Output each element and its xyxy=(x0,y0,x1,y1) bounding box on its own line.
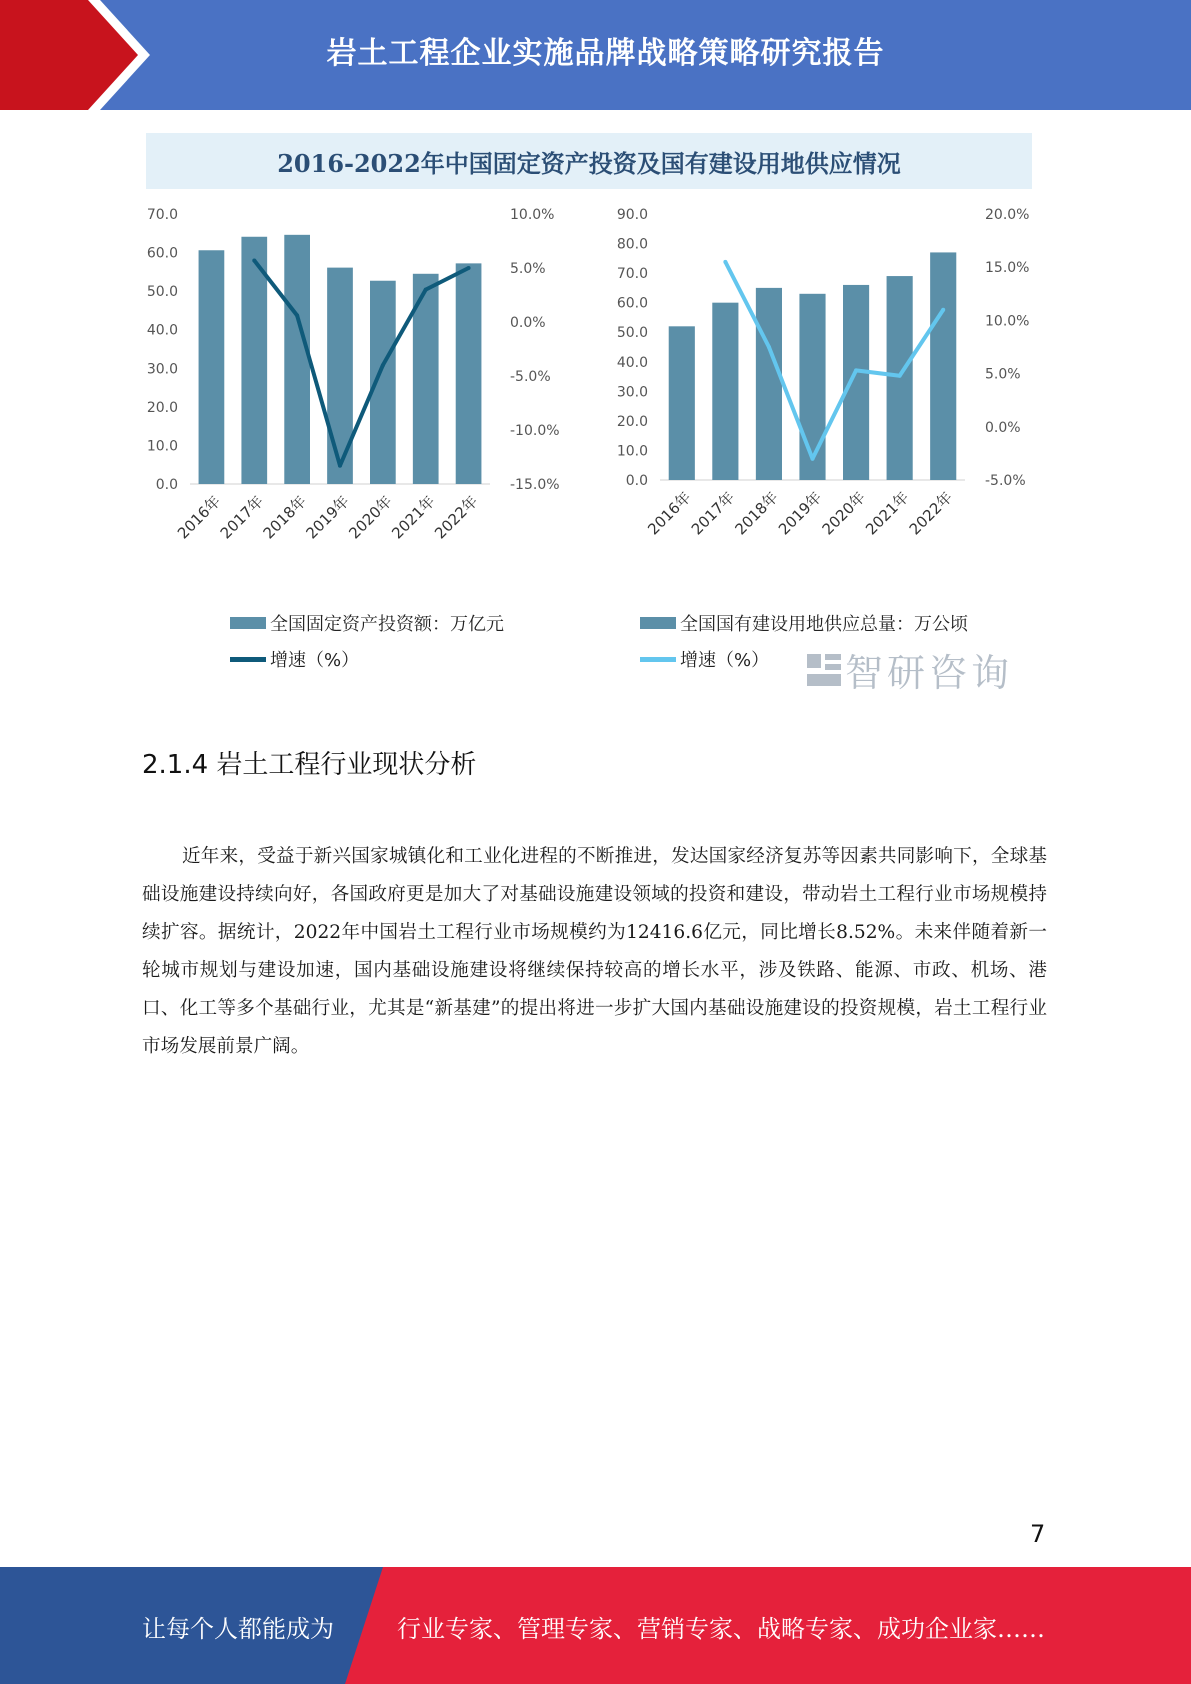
y-left-tick-label: 80.0 xyxy=(616,236,648,253)
y-right-tick-label: -5.0% xyxy=(510,369,551,385)
x-tick-label: 2017年 xyxy=(687,488,739,539)
legend-left-line-label: 增速（%） xyxy=(270,650,360,671)
bar xyxy=(669,326,695,480)
y-right-tick-label: 10.0% xyxy=(510,207,555,223)
line-point xyxy=(338,464,342,468)
y-right-tick-label: 0.0% xyxy=(510,315,546,331)
y-left-tick-label: 30.0 xyxy=(146,361,178,378)
brand-name: 智研咨询 xyxy=(845,651,1014,695)
legend-bar-swatch xyxy=(230,617,266,629)
y-left-tick-label: 90.0 xyxy=(616,207,648,223)
chart-figure xyxy=(140,130,1050,695)
bar xyxy=(930,252,956,480)
line-point xyxy=(424,288,428,292)
x-tick-label: 2016年 xyxy=(644,488,695,539)
bar xyxy=(284,235,310,484)
line-point xyxy=(941,308,945,312)
y-left-tick-label: 0.0 xyxy=(155,477,178,493)
line-point xyxy=(811,457,815,461)
x-tick-label: 2022年 xyxy=(431,492,482,543)
legend-left-bar-label: 全国固定资产投资额：万亿元 xyxy=(270,614,504,635)
legend-right-line xyxy=(640,646,769,672)
x-tick-label: 2021年 xyxy=(862,488,913,539)
legend-right-bar-label: 全国国有建设用地供应总量：万公顷 xyxy=(680,614,968,635)
legend-line-swatch xyxy=(640,657,676,662)
y-left-tick-label: 10.0 xyxy=(616,443,648,460)
x-tick-label: 2018年 xyxy=(259,492,310,543)
y-right-tick-label: -15.0% xyxy=(510,477,560,493)
legend-left-bar xyxy=(230,610,504,636)
figure-title: 2016-2022年中国固定资产投资及国有建设用地供应情况 xyxy=(277,149,901,178)
y-right-tick-label: 15.0% xyxy=(985,260,1030,277)
page-header xyxy=(0,0,1191,110)
line-point xyxy=(767,345,771,349)
y-left-tick-label: 70.0 xyxy=(616,266,648,283)
y-right-tick-label: -5.0% xyxy=(985,473,1026,489)
legend-bar-swatch xyxy=(640,617,676,629)
y-right-tick-label: 0.0% xyxy=(985,419,1021,436)
y-left-tick-label: 60.0 xyxy=(616,295,648,312)
legend-left-line xyxy=(230,646,359,672)
x-tick-label: 2020年 xyxy=(818,488,869,539)
legend-right-line-label: 增速（%） xyxy=(680,650,770,671)
legend-line-swatch xyxy=(230,657,266,662)
x-tick-label: 2021年 xyxy=(388,492,439,543)
footer-slogan-left: 让每个人都能成为 xyxy=(142,1615,334,1643)
bar xyxy=(327,268,353,484)
y-left-tick-label: 60.0 xyxy=(146,245,178,262)
line-point xyxy=(295,314,299,318)
bar xyxy=(756,288,782,480)
y-left-tick-label: 20.0 xyxy=(146,399,178,416)
bar xyxy=(199,250,225,484)
line-point xyxy=(381,363,385,367)
x-tick-label: 2020年 xyxy=(345,492,396,543)
footer-slogan-right: 行业专家、管理专家、营销专家、战略专家、成功企业家…… xyxy=(397,1615,1045,1643)
page-footer xyxy=(0,1567,1191,1684)
line-point xyxy=(252,258,256,262)
y-right-tick-label: -10.0% xyxy=(510,423,560,439)
y-left-tick-label: 0.0 xyxy=(625,473,648,489)
legend-right-bar xyxy=(640,610,968,636)
bar xyxy=(799,294,825,480)
y-right-tick-label: 5.0% xyxy=(985,366,1021,383)
line-point xyxy=(723,260,727,264)
brand-watermark xyxy=(805,642,1013,697)
x-tick-label: 2016年 xyxy=(173,492,225,543)
body-paragraph: 近年来，受益于新兴国家城镇化和工业化进程的不断推进，发达国家经济复苏等因素共同影响下，全球基础设施建设持续向好，各国政府更是加大了对基础设施建设领域的投资和建设，带动岩土工程行业市场规模持续扩容。据统计，2022年中国岩土工程行业市场规模约为12416.6亿元，同比增长8.52%。未来伴随着新一轮城市规划与建设加速，国内基础设施建设将继续保持较高的增长水平，涉及铁路、能源、市政、机场、港口、化工等多个基础行业，尤其是“新基建”的提出将进一步扩大国内基础设施建设的投资规模，岩土工程行业市场发展前景广阔。 xyxy=(142,846,1047,1057)
x-tick-label: 2019年 xyxy=(774,488,826,539)
line-point xyxy=(854,368,858,372)
y-right-tick-label: 20.0% xyxy=(985,207,1030,223)
bar xyxy=(712,303,738,480)
y-left-tick-label: 30.0 xyxy=(616,384,648,401)
y-right-tick-label: 10.0% xyxy=(985,313,1030,330)
y-left-tick-label: 50.0 xyxy=(616,325,648,342)
y-left-tick-label: 40.0 xyxy=(146,322,178,339)
line-point xyxy=(467,266,471,270)
brand-logo-icon xyxy=(805,650,845,690)
section-heading: 2.1.4 岩土工程行业现状分析 xyxy=(142,750,477,780)
bar xyxy=(887,276,913,480)
bar xyxy=(843,285,869,480)
report-title: 岩土工程企业实施品牌战略策略研究报告 xyxy=(326,36,885,71)
x-tick-label: 2019年 xyxy=(302,492,353,543)
line-point xyxy=(898,374,902,378)
y-left-tick-label: 20.0 xyxy=(616,413,648,430)
y-right-tick-label: 5.0% xyxy=(510,261,546,277)
bar xyxy=(456,263,482,484)
page-number: 7 xyxy=(1030,1520,1046,1548)
x-tick-label: 2017年 xyxy=(216,492,268,543)
y-left-tick-label: 50.0 xyxy=(146,284,178,301)
x-tick-label: 2022年 xyxy=(905,488,957,539)
y-left-tick-label: 70.0 xyxy=(146,207,178,223)
x-tick-label: 2018年 xyxy=(731,488,782,539)
y-left-tick-label: 40.0 xyxy=(616,354,648,371)
y-left-tick-label: 10.0 xyxy=(146,438,178,455)
